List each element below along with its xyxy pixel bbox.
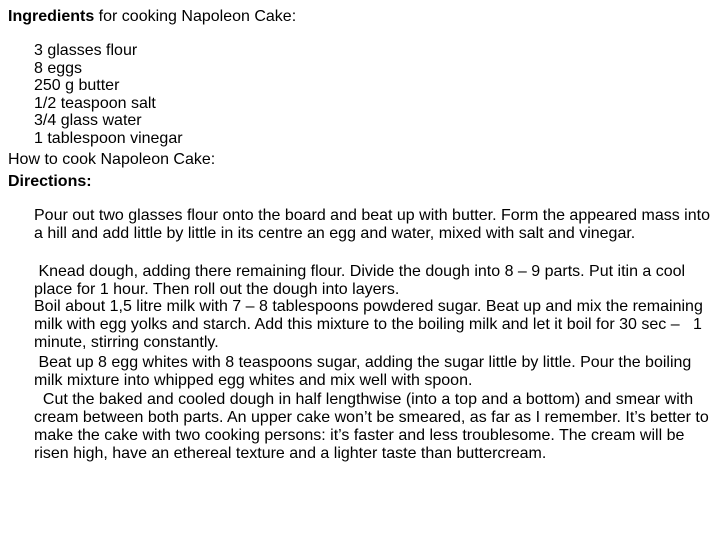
step-text: Pour out two glasses flour onto the board and beat up with butter. Form the appeared mass into a hill and add little by little in its centre an egg and water, mixed with salt and vinegar. — [34, 207, 710, 242]
ingredients-heading — [8, 8, 296, 26]
direction-step-3 — [34, 298, 716, 352]
directions-heading: Directions: — [8, 173, 92, 190]
ingredients-heading-bold: Ingredients — [8, 8, 95, 25]
step-text: Knead dough, adding there remaining flour. Divide the dough into 8 – 9 parts. Put itin a cool place for 1 hour. Then roll out the dough into layers. — [34, 263, 690, 298]
direction-step-2 — [34, 263, 716, 299]
list-item: 3/4 glass water — [34, 112, 142, 129]
step-text: Boil about 1,5 litre milk with 7 – 8 tablespoons powdered sugar. Beat up and mix the remaining milk with egg yolks and starch. Add this mixture to the boiling milk and let it boil for 30 sec – 1 minute, stirring constantly. — [34, 298, 708, 351]
step-text: Beat up 8 egg whites with 8 teaspoons sugar, adding the sugar little by little. Pour the boiling milk mixture into whipped egg whites and mix well with spoon. — [34, 354, 696, 389]
list-item: 1 tablespoon vinegar — [34, 129, 183, 147]
ingredients-heading-rest: for cooking Napoleon Cake: — [94, 8, 297, 25]
list-item: 250 g butter — [34, 77, 120, 94]
list-item: 8 eggs — [34, 59, 83, 77]
ingredients-list — [34, 42, 183, 147]
list-item: 3 glasses flour — [34, 42, 138, 59]
direction-step-1 — [34, 207, 716, 243]
how-to-heading: How to cook Napoleon Cake: — [8, 151, 216, 168]
list-item: 1/2 teaspoon salt — [34, 94, 156, 112]
direction-step-5 — [34, 391, 716, 463]
direction-step-4 — [34, 354, 716, 390]
step-text: Cut the baked and cooled dough in half lengthwise (into a top and a bottom) and smear with cream between both parts. An upper cake won’t be smeared, as far as I remember. It’s better to make the cake with two cooking persons: it’s faster and less troublesome. The cream will be risen high, have an ethereal texture and a lighter taste than buttercream. — [34, 391, 714, 462]
